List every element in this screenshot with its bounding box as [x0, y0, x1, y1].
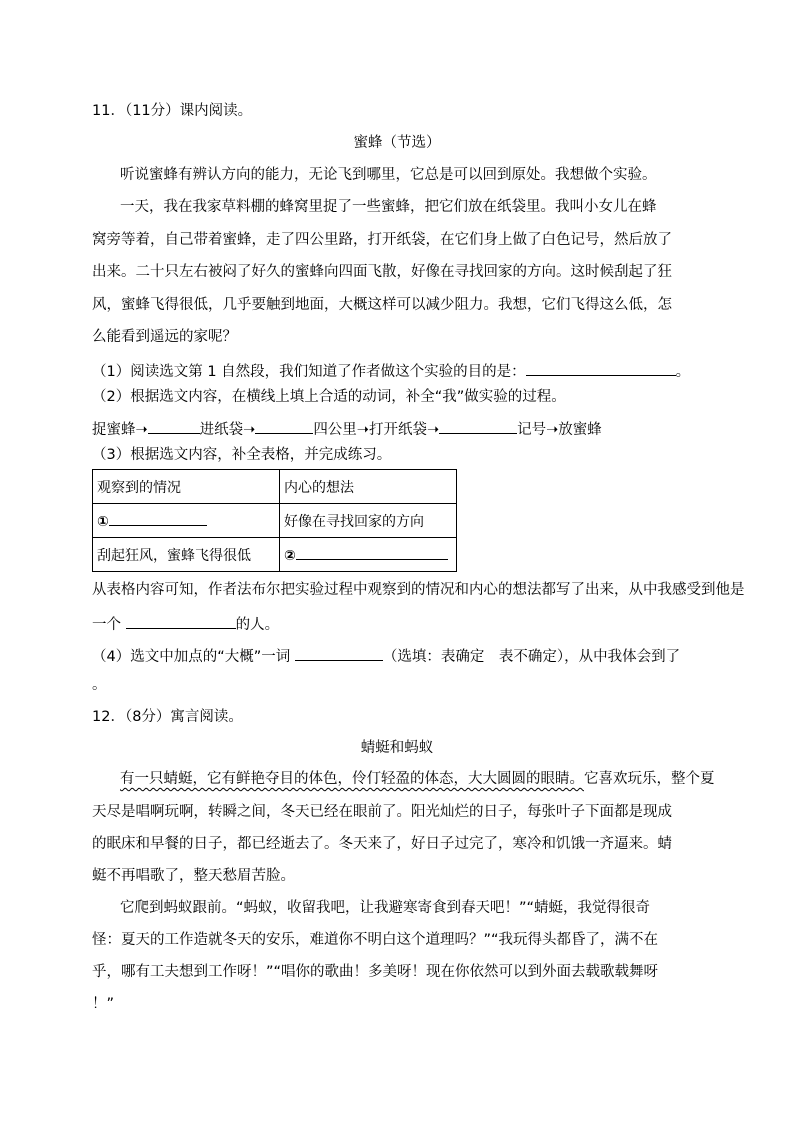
q12-text: 它喜欢玩乐，整个夏 — [584, 771, 715, 787]
q11-sub4-text: （选填：表确定 表不确定），从中我体会到了 — [382, 649, 681, 665]
q12-paragraph-1-line: 的眠床和早餐的日子，都已经逝去了。冬天来了，好日子过完了，寒冷和饥饿一齐逼来。蜻 — [92, 836, 672, 852]
q11-paragraph-1: 听说蜜蜂有辨认方向的能力，无论飞到哪里，它总是可以回到原处。我想做个实验。 — [120, 167, 657, 183]
q12-title: 蜻蜓和蚂蚁 — [360, 740, 434, 756]
answer-blank[interactable] — [109, 511, 207, 526]
flow-step: 进纸袋➝ — [199, 422, 256, 438]
answer-blank[interactable] — [296, 545, 448, 560]
flow-step: 捉蜜蜂➝ — [92, 422, 148, 438]
observation-table — [92, 469, 457, 572]
q12-paragraph-2-line: 怪：夏天的工作造就冬天的安乐，难道你不明白这个道理吗？”“我玩得头都昏了，满不在 — [92, 932, 659, 948]
table-row — [93, 538, 457, 572]
marker-2: ② — [284, 548, 296, 564]
q11-sub1-text: （1）阅读选文第 1 自然段，我们知道了作者做这个实验的目的是： — [92, 364, 526, 380]
answer-blank[interactable] — [295, 646, 383, 661]
q12-paragraph-1-line: 蜓不再唱歌了，整天愁眉苦脸。 — [92, 868, 295, 884]
table-row — [93, 470, 457, 504]
q11-sub2-flow — [92, 419, 602, 438]
table-cell: 刮起狂风，蜜蜂飞得很低 — [93, 538, 280, 572]
table-cell — [280, 538, 457, 572]
table-header-cell: 观察到的情况 — [93, 470, 280, 504]
wavy-underlined-sentence: 有一只蜻蜓，它有鲜艳夺目的体色，伶仃轻盈的体态，大大圆圆的眼睛。 — [120, 771, 584, 787]
answer-blank[interactable] — [526, 361, 676, 376]
q11-sub1-end: 。 — [675, 364, 691, 380]
marker-1: ① — [97, 514, 109, 530]
q12-paragraph-1-line — [120, 772, 715, 787]
q11-sub3: （3）根据选文内容，补全表格，并完成练习。 — [92, 447, 392, 463]
q12-header: 12．（8分）寓言阅读。 — [92, 709, 243, 725]
q11-paragraph-2-line: 么能看到遥远的家呢？ — [92, 329, 237, 345]
q11-title: 蜜蜂（节选） — [353, 135, 441, 151]
q12-paragraph-1-line: 天尽是唱啊玩啊，转瞬之间，冬天已经在眼前了。阳光灿烂的日子，每张叶子下面都是现成 — [92, 804, 672, 820]
q11-sub4-text: （4）选文中加点的“大概”一词 — [92, 649, 295, 665]
q11-paragraph-2-line: 出来。二十只左右被闷了好久的蜜蜂向四面飞散，好像在寻找回家的方向。这时候刮起了狂 — [92, 264, 672, 280]
table-cell — [93, 504, 280, 538]
answer-blank[interactable] — [126, 614, 236, 629]
flow-step: 记号➝放蜜蜂 — [517, 422, 602, 438]
answer-blank[interactable] — [255, 419, 313, 434]
q12-paragraph-2-line: ！” — [92, 996, 115, 1012]
answer-blank[interactable] — [148, 419, 200, 434]
q11-sub4 — [92, 646, 680, 665]
q11-sub3-follow-line: 从表格内容可知，作者法布尔把实验过程中观察到的情况和内心的想法都写了出来，从中我感受到他是 — [92, 582, 745, 598]
q11-paragraph-2-line: 风，蜜蜂飞得很低，几乎要触到地面，大概这样可以减少阻力。我想，它们飞得这么低，怎 — [92, 297, 672, 313]
table-cell: 好像在寻找回家的方向 — [280, 504, 457, 538]
follow-text: 的人。 — [235, 617, 280, 633]
follow-text: 一个 — [92, 617, 126, 633]
q11-paragraph-2-line: 一天，我在我家草料棚的蜂窝里捉了一些蜜蜂，把它们放在纸袋里。我叫小女儿在蜂 — [120, 199, 657, 215]
table-row — [93, 504, 457, 538]
q11-sub1 — [92, 361, 690, 380]
q12-paragraph-2-line: 乎，哪有工夫想到工作呀！”“唱你的歌曲！多美呀！现在你依然可以到外面去载歌载舞呀 — [92, 964, 659, 980]
table-header-cell: 内心的想法 — [280, 470, 457, 504]
q11-paragraph-2-line: 窝旁等着，自己带着蜜蜂，走了四公里路，打开纸袋，在它们身上做了白色记号，然后放了 — [92, 232, 672, 248]
q11-sub4-line2: 。 — [92, 677, 107, 693]
flow-step: 四公里➝打开纸袋➝ — [313, 422, 440, 438]
q11-sub3-follow-line — [92, 614, 279, 633]
q11-header: 11．（11分）课内阅读。 — [92, 103, 253, 119]
q12-paragraph-2-line: 它爬到蚂蚁跟前。“蚂蚁，收留我吧，让我避寒寄食到春天吧！”“蜻蜓，我觉得很奇 — [120, 900, 651, 916]
answer-blank[interactable] — [439, 419, 517, 434]
q11-sub2: （2）根据选文内容，在横线上填上合适的动词，补全“我”做实验的过程。 — [92, 389, 566, 405]
